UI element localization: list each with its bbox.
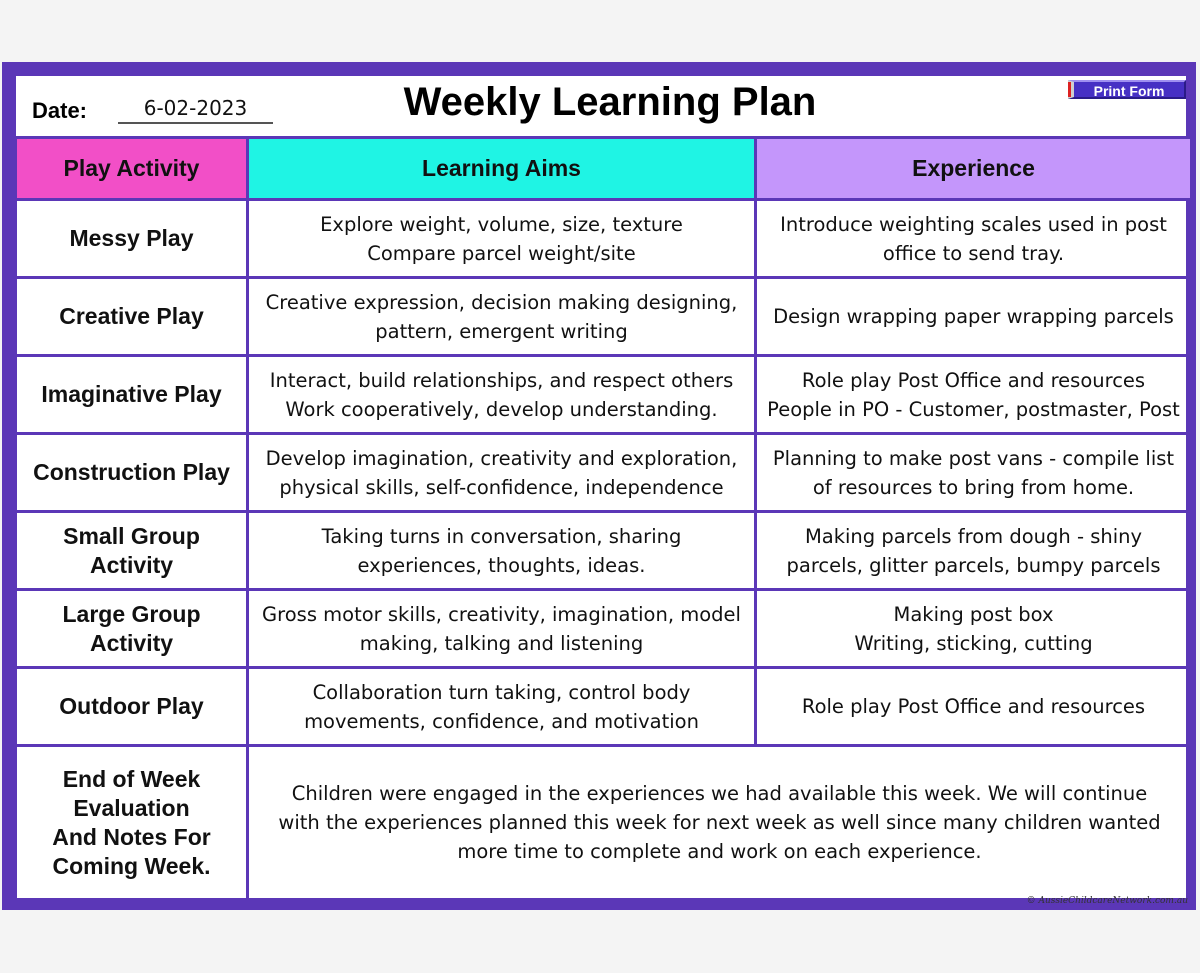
date-field[interactable]: 6-02-2023 bbox=[118, 96, 273, 124]
cell-line: Compare parcel weight/site bbox=[367, 241, 636, 265]
cell-line: Making parcels from dough - shiny bbox=[804, 524, 1143, 548]
cell-line: Taking turns in conversation, sharing bbox=[321, 524, 682, 548]
experience-cell[interactable] bbox=[756, 590, 1192, 668]
learning-aims-cell[interactable] bbox=[248, 512, 756, 590]
cell-line: Gross motor skills, creativity, imagination, model bbox=[262, 602, 741, 626]
cell-line: Design wrapping paper wrapping parcels bbox=[773, 305, 1174, 328]
cell-line: Creative expression, decision making designing, bbox=[265, 290, 738, 314]
cell-line: End of Week bbox=[62, 765, 201, 792]
cell-line: Small Group bbox=[63, 522, 200, 549]
cell-line: Outdoor Play bbox=[59, 693, 204, 719]
learning-aims-cell[interactable] bbox=[248, 668, 756, 746]
activity-row bbox=[16, 434, 1192, 512]
evaluation-label-cell bbox=[16, 746, 248, 900]
column-header-learning-aims: Learning Aims bbox=[248, 138, 756, 200]
cell-line: making, talking and listening bbox=[359, 631, 644, 655]
play-activity-cell bbox=[16, 668, 248, 746]
cell-line: Writing, sticking, cutting bbox=[854, 631, 1093, 655]
page-title: Weekly Learning Plan bbox=[403, 80, 817, 124]
cell-line: physical skills, self-confidence, independence bbox=[279, 475, 724, 499]
cell-line: Role play Post Office and resources bbox=[801, 695, 1146, 718]
cell-line: experiences, thoughts, ideas. bbox=[357, 553, 646, 577]
copyright-note: © AussieChildcareNetwork.com.au bbox=[1026, 896, 1188, 906]
learning-aims-cell[interactable] bbox=[248, 434, 756, 512]
cell-line: And Notes For bbox=[52, 823, 211, 850]
activity-row bbox=[16, 278, 1192, 356]
play-activity-cell bbox=[16, 278, 248, 356]
cell-line: of resources to bring from home. bbox=[812, 475, 1135, 499]
experience-cell[interactable] bbox=[756, 434, 1192, 512]
activity-row bbox=[16, 590, 1192, 668]
activity-row bbox=[16, 668, 1192, 746]
cell-line: Develop imagination, creativity and exploration, bbox=[265, 446, 738, 470]
play-activity-cell bbox=[16, 356, 248, 434]
experience-cell[interactable] bbox=[756, 668, 1192, 746]
experience-cell[interactable] bbox=[756, 356, 1192, 434]
header-row bbox=[16, 138, 1192, 200]
print-form-button[interactable]: Print Form bbox=[1068, 80, 1186, 99]
cell-line: People in PO - Customer, postmaster, Post bbox=[767, 397, 1180, 421]
cell-line: pattern, emergent writing bbox=[375, 319, 628, 343]
date-label: Date: bbox=[32, 98, 88, 123]
play-activity-cell bbox=[16, 200, 248, 278]
column-header-experience: Experience bbox=[756, 138, 1192, 200]
cell-line: Introduce weighting scales used in post bbox=[780, 212, 1167, 236]
cell-line: Role play Post Office and resources bbox=[801, 368, 1146, 392]
cell-line: with the experiences planned this week for next week as well since many children wanted bbox=[278, 811, 1161, 834]
column-header-play-activity: Play Activity bbox=[16, 138, 248, 200]
play-activity-cell bbox=[16, 434, 248, 512]
cell-line: Construction Play bbox=[33, 459, 230, 485]
experience-cell[interactable] bbox=[756, 200, 1192, 278]
cell-line: Activity bbox=[89, 629, 174, 656]
learning-aims-cell[interactable] bbox=[248, 200, 756, 278]
cell-line: Messy Play bbox=[69, 225, 194, 251]
cell-line: Imaginative Play bbox=[41, 381, 222, 407]
activity-row bbox=[16, 356, 1192, 434]
experience-cell[interactable] bbox=[756, 278, 1192, 356]
play-activity-cell bbox=[16, 590, 248, 668]
evaluation-notes-cell[interactable] bbox=[248, 746, 1192, 900]
experience-cell[interactable] bbox=[756, 512, 1192, 590]
cell-line: Planning to make post vans - compile list bbox=[772, 446, 1175, 470]
activity-row bbox=[16, 200, 1192, 278]
learning-aims-cell[interactable] bbox=[248, 590, 756, 668]
cell-line: more time to complete and work on each experience. bbox=[457, 840, 982, 863]
cell-line: Large Group bbox=[62, 600, 201, 627]
cell-line: Creative Play bbox=[59, 303, 204, 329]
cell-line: office to send tray. bbox=[882, 241, 1065, 265]
learning-aims-cell[interactable] bbox=[248, 356, 756, 434]
learning-plan-table bbox=[14, 136, 1193, 901]
cell-line: Work cooperatively, develop understanding. bbox=[285, 397, 718, 421]
cell-line: Explore weight, volume, size, texture bbox=[320, 212, 683, 236]
cell-line: movements, confidence, and motivation bbox=[304, 709, 699, 733]
cell-line: Evaluation bbox=[73, 794, 190, 821]
cell-line: Coming Week. bbox=[52, 852, 211, 879]
cell-line: parcels, glitter parcels, bumpy parcels bbox=[786, 553, 1161, 577]
cell-line: Children were engaged in the experiences we had available this week. We will continue bbox=[291, 782, 1148, 805]
cell-line: Collaboration turn taking, control body bbox=[312, 680, 691, 704]
cell-line: Activity bbox=[89, 551, 174, 578]
cell-line: Making post box bbox=[893, 602, 1054, 626]
learning-aims-cell[interactable] bbox=[248, 278, 756, 356]
play-activity-cell bbox=[16, 512, 248, 590]
evaluation-row bbox=[16, 746, 1192, 900]
cell-line: Interact, build relationships, and respect others bbox=[269, 368, 734, 392]
activity-row bbox=[16, 512, 1192, 590]
